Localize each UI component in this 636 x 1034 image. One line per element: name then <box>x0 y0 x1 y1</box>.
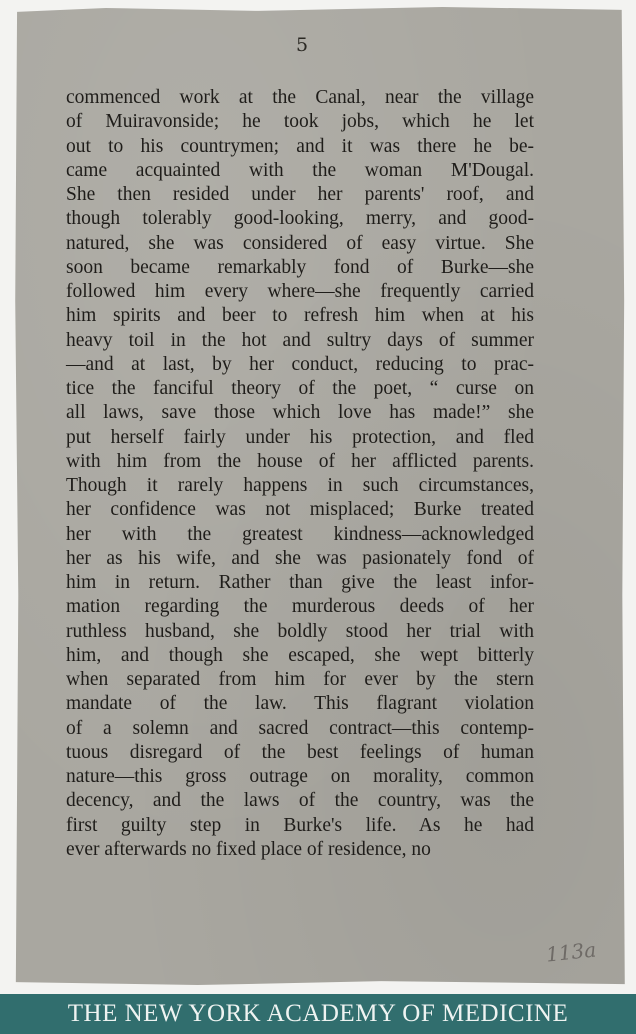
text-line: ever afterwards no fixed place of residence, no <box>66 838 431 860</box>
institution-name: THE NEW YORK ACADEMY OF MEDICINE <box>67 1000 569 1027</box>
footer-banner <box>0 994 636 1034</box>
text-line: tuous disregard of the best feelings of human <box>66 741 534 763</box>
text-line: all laws, save those which love has made!” she <box>66 402 534 424</box>
text-line: mandate of the law. This flagrant violation <box>66 693 534 715</box>
text-line: him, and though she escaped, she wept bitterly <box>66 644 534 666</box>
text-line: her with the greatest kindness—acknowledged <box>66 523 534 545</box>
text-line: out to his countrymen; and it was there he be- <box>66 135 534 157</box>
handwritten-shelfmark: 113a <box>544 937 598 967</box>
text-line: followed him every where—she frequently carried <box>66 281 534 302</box>
text-line: Though it rarely happens in such circumstances, <box>66 475 534 496</box>
text-line: ruthless husband, she boldly stood her trial with <box>66 620 534 642</box>
text-line: her as his wife, and she was pasionately fond of <box>66 547 534 569</box>
text-line: came acquainted with the woman M'Dougal. <box>66 159 534 181</box>
text-line: She then resided under her parents' roof, and <box>66 184 534 205</box>
text-line: decency, and the laws of the country, was the <box>66 790 534 812</box>
text-line: heavy toil in the hot and sultry days of summer <box>66 329 534 351</box>
text-line: him in return. Rather than give the least infor- <box>66 572 534 593</box>
text-line: though tolerably good-looking, merry, and good- <box>66 208 534 230</box>
text-line: put herself fairly under his protection, and fled <box>66 426 534 448</box>
text-line: tice the fanciful theory of the poet, “ curse on <box>66 378 534 399</box>
text-line: nature—this gross outrage on morality, common <box>66 766 534 787</box>
page-number: 5 <box>296 34 309 56</box>
body-text <box>66 86 534 862</box>
text-line: when separated from him for ever by the stern <box>66 669 534 690</box>
text-line: her confidence was not misplaced; Burke treated <box>66 499 534 521</box>
text-line: —and at last, by her conduct, reducing to prac- <box>66 353 534 375</box>
text-line: mation regarding the murderous deeds of her <box>66 596 534 618</box>
text-line: commenced work at the Canal, near the village <box>66 87 534 108</box>
text-line: natured, she was considered of easy virtue. She <box>66 232 534 254</box>
text-line: with him from the house of her afflicted parents. <box>66 450 534 472</box>
text-line: of a solemn and sacred contract—this contemp- <box>66 717 534 739</box>
text-line: first guilty step in Burke's life. As he had <box>66 814 534 836</box>
text-line: soon became remarkably fond of Burke—she <box>66 256 534 278</box>
text-line: of Muiravonside; he took jobs, which he let <box>66 111 534 133</box>
text-line: him spirits and beer to refresh him when at his <box>66 305 534 327</box>
